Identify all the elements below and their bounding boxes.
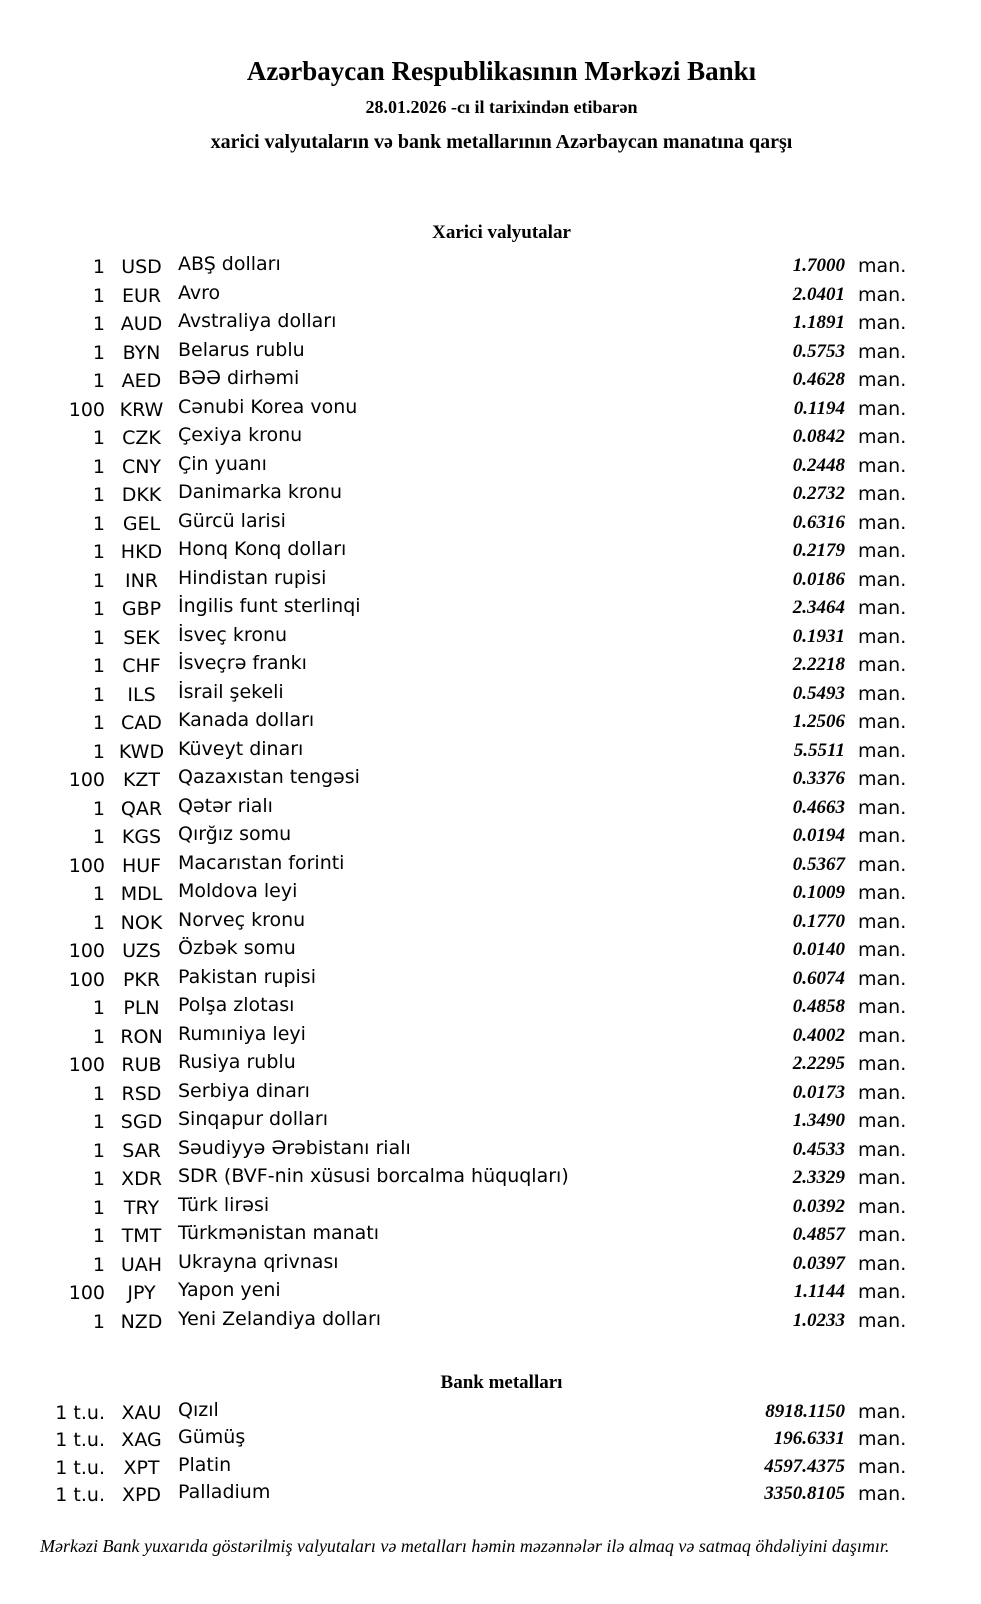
quantity: 1 [92, 1168, 105, 1191]
unit-label: man. [858, 1428, 907, 1451]
metals-section-title: Bank metalları [440, 1372, 563, 1393]
rate-value: 0.0842 [792, 426, 845, 448]
currency-name: İngilis funt sterlinqi [178, 595, 361, 618]
rate-value: 0.1770 [792, 910, 845, 932]
currency-name: Belarus rublu [178, 338, 305, 361]
currency-code: UAH [120, 1253, 163, 1276]
quantity: 1 [92, 1111, 105, 1134]
unit-label: man. [858, 255, 907, 278]
rate-row [0, 1398, 913, 1426]
quantity: 100 [68, 940, 105, 963]
unit-label: man. [858, 1224, 907, 1247]
currency-code: AED [121, 370, 162, 393]
currency-name: İsveç kronu [178, 623, 288, 646]
rate-row [0, 1250, 913, 1279]
currency-code: CZK [122, 427, 161, 450]
unit-label: man. [858, 768, 907, 791]
bank-title: Azərbaycan Respublikasının Mərkəzi Bankı [246, 56, 757, 86]
currency-name: Serbiya dinarı [178, 1079, 310, 1102]
rate-value: 2.3464 [792, 597, 845, 619]
currency-name: Rumıniya leyi [178, 1022, 306, 1045]
currency-code: USD [121, 256, 162, 279]
rate-value: 0.4858 [792, 996, 845, 1018]
unit-label: man. [858, 1167, 907, 1190]
quantity: 1 [92, 1225, 105, 1248]
rate-row [0, 737, 913, 766]
quantity: 1 [92, 883, 105, 906]
quantity: 1 [92, 284, 105, 307]
rate-value: 0.0186 [792, 568, 845, 590]
quantity: 1 [92, 598, 105, 621]
currency-code: CNY [121, 455, 162, 478]
unit-label: man. [858, 654, 907, 677]
currency-name: Qətər rialı [178, 794, 273, 817]
rate-row [0, 908, 913, 937]
currency-code: NZD [120, 1310, 163, 1333]
quantity: 100 [68, 854, 105, 877]
quantity: 1 t.u. [55, 1484, 105, 1507]
unit-label: man. [858, 939, 907, 962]
quantity: 100 [68, 1054, 105, 1077]
rate-row [0, 395, 913, 424]
rate-value: 0.1194 [793, 397, 845, 419]
quantity: 100 [68, 968, 105, 991]
rate-row [0, 480, 913, 509]
currency-name: Ukrayna qrivnası [178, 1250, 339, 1273]
currency-name: Kanada dolları [178, 709, 315, 732]
unit-label: man. [858, 967, 907, 990]
currency-code: PLN [123, 997, 160, 1020]
currency-name: Qırğız somu [178, 823, 292, 846]
rate-row [0, 1136, 913, 1165]
currency-code: INR [124, 569, 159, 592]
quantity: 1 [92, 911, 105, 934]
rate-value: 0.4857 [792, 1224, 845, 1246]
rate-value: 0.2732 [792, 483, 845, 505]
quantity: 1 [92, 341, 105, 364]
unit-label: man. [858, 283, 907, 306]
unit-label: man. [858, 1281, 907, 1304]
currency-name: Yeni Zelandiya dolları [178, 1307, 382, 1330]
unit-label: man. [858, 882, 907, 905]
currency-code: EUR [121, 284, 162, 307]
currency-code: GEL [122, 512, 161, 535]
rate-value: 0.0392 [792, 1195, 845, 1217]
currency-code: NOK [120, 911, 163, 934]
rate-value: 8918.1150 [765, 1400, 845, 1422]
currency-name: Honq Konq dolları [178, 538, 347, 561]
rate-value: 0.6316 [792, 511, 845, 533]
rate-value: 0.4628 [792, 369, 845, 391]
rate-row [0, 851, 913, 880]
rate-row [0, 993, 913, 1022]
currency-name: Cənubi Korea vonu [178, 395, 358, 418]
currency-code: CAD [121, 712, 162, 735]
currency-name: İsrail şekeli [178, 680, 284, 703]
quantity: 100 [68, 398, 105, 421]
unit-label: man. [858, 312, 907, 335]
currency-code: KRW [119, 398, 164, 421]
unit-label: man. [858, 1400, 907, 1423]
currency-name: Çexiya kronu [178, 424, 303, 447]
currency-name: Yapon yeni [178, 1279, 281, 1302]
rate-row [0, 281, 913, 310]
currency-code: XPD [121, 1484, 162, 1507]
rate-row [0, 1278, 913, 1307]
rate-value: 3350.8105 [764, 1483, 845, 1505]
rate-row [0, 309, 913, 338]
quantity: 1 [92, 797, 105, 820]
unit-label: man. [858, 1138, 907, 1161]
unit-label: man. [858, 1081, 907, 1104]
rate-row [0, 1307, 913, 1336]
rate-value: 1.2506 [792, 711, 845, 733]
rate-value: 0.1009 [792, 882, 845, 904]
currency-code: HUF [121, 854, 162, 877]
metals-table [0, 1398, 913, 1508]
rate-row [0, 765, 913, 794]
unit-label: man. [858, 996, 907, 1019]
currency-code: RUB [121, 1054, 162, 1077]
rate-value: 0.0194 [792, 825, 845, 847]
rate-row [0, 1426, 913, 1454]
currency-name: Gürcü larisi [178, 509, 286, 532]
rate-row [0, 509, 913, 538]
rate-row [0, 936, 913, 965]
rate-value: 0.6074 [792, 967, 845, 989]
quantity: 1 t.u. [55, 1429, 105, 1452]
currency-name: Avro [178, 281, 221, 304]
rate-value: 0.3376 [792, 768, 845, 790]
rate-row [0, 537, 913, 566]
rate-value: 1.7000 [792, 255, 845, 277]
currency-name: Küveyt dinarı [178, 737, 304, 760]
currency-name: Türkmənistan manatı [178, 1222, 380, 1245]
currencies-table [0, 252, 913, 1335]
rate-row [0, 566, 913, 595]
currency-name: Palladium [178, 1481, 271, 1504]
unit-label: man. [858, 426, 907, 449]
currency-code: GBP [121, 598, 162, 621]
unit-label: man. [858, 910, 907, 933]
rate-row [0, 708, 913, 737]
quantity: 1 [92, 455, 105, 478]
currency-name: Polşa zlotası [178, 994, 295, 1017]
currency-code: DKK [121, 484, 162, 507]
rate-value: 1.1144 [793, 1281, 845, 1303]
currency-code: KZT [122, 769, 161, 792]
unit-label: man. [858, 1195, 907, 1218]
unit-label: man. [858, 796, 907, 819]
rate-value: 2.2295 [792, 1053, 845, 1075]
rate-value: 0.4002 [792, 1024, 845, 1046]
currency-code: KGS [121, 826, 162, 849]
rate-value: 1.1891 [792, 312, 845, 334]
quantity: 1 [92, 427, 105, 450]
quantity: 1 [92, 712, 105, 735]
currency-code: MDL [120, 883, 163, 906]
rate-value: 0.0173 [792, 1081, 845, 1103]
unit-label: man. [858, 397, 907, 420]
unit-label: man. [858, 739, 907, 762]
quantity: 1 [92, 626, 105, 649]
quantity: 1 [92, 1310, 105, 1333]
rate-value: 2.3329 [792, 1167, 845, 1189]
rate-value: 0.1931 [792, 625, 845, 647]
rate-row [0, 651, 913, 680]
quantity: 1 [92, 740, 105, 763]
quantity: 1 [92, 512, 105, 535]
currency-code: BYN [122, 341, 161, 364]
unit-label: man. [858, 1024, 907, 1047]
currency-name: Qazaxıstan tengəsi [178, 766, 360, 789]
unit-label: man. [858, 1053, 907, 1076]
rate-row [0, 252, 913, 281]
currency-name: Norveç kronu [178, 908, 306, 931]
currency-name: Səudiyyə Ərəbistanı rialı [178, 1136, 411, 1159]
unit-label: man. [858, 568, 907, 591]
currency-code: XDR [121, 1168, 162, 1191]
currency-name: Türk lirəsi [178, 1193, 270, 1216]
rate-value: 0.0140 [792, 939, 845, 961]
rate-value: 2.2218 [792, 654, 845, 676]
currency-name: Qızıl [178, 1398, 219, 1421]
currency-code: TMT [121, 1225, 162, 1248]
unit-label: man. [858, 483, 907, 506]
currency-name: Danimarka kronu [178, 481, 343, 504]
currency-code: RSD [121, 1082, 162, 1105]
currency-name: BƏƏ dirhəmi [178, 367, 300, 390]
unit-label: man. [858, 340, 907, 363]
unit-label: man. [858, 825, 907, 848]
rate-row [0, 1022, 913, 1051]
currency-code: SGD [120, 1111, 163, 1134]
currency-name: SDR (BVF-nin xüsusi borcalma hüquqları) [178, 1165, 569, 1188]
unit-label: man. [858, 540, 907, 563]
currency-name: İsveçrə frankı [178, 652, 307, 675]
quantity: 1 [92, 1139, 105, 1162]
rate-value: 1.0233 [792, 1309, 845, 1331]
quantity: 1 [92, 1196, 105, 1219]
rate-row [0, 1453, 913, 1481]
currency-name: Macarıstan forinti [178, 851, 345, 874]
rate-row [0, 822, 913, 851]
rate-value: 0.2179 [792, 540, 845, 562]
rate-value: 1.3490 [792, 1110, 845, 1132]
currency-code: CHF [122, 655, 161, 678]
quantity: 1 [92, 541, 105, 564]
quantity: 1 [92, 313, 105, 336]
currency-name: Hindistan rupisi [178, 566, 327, 589]
rate-value: 0.2448 [792, 454, 845, 476]
rate-row [0, 1193, 913, 1222]
unit-label: man. [858, 1455, 907, 1478]
quantity: 1 t.u. [55, 1401, 105, 1424]
rate-row [0, 1107, 913, 1136]
rate-row [0, 1050, 913, 1079]
rate-value: 0.4533 [792, 1138, 845, 1160]
currency-code: SEK [123, 626, 160, 649]
quantity: 1 [92, 370, 105, 393]
rate-row [0, 366, 913, 395]
quantity: 1 [92, 683, 105, 706]
currency-code: AUD [120, 313, 163, 336]
currency-name: Gümüş [178, 1426, 246, 1449]
quantity: 1 [92, 655, 105, 678]
currency-name: Moldova leyi [178, 880, 298, 903]
currency-code: SAR [122, 1139, 161, 1162]
rate-value: 0.4663 [792, 796, 845, 818]
rate-row [0, 338, 913, 367]
rate-row [0, 1079, 913, 1108]
quantity: 1 [92, 569, 105, 592]
page-subtitle: xarici valyutaların və bank metallarının Azərbaycan manatına qarşı [210, 131, 793, 153]
rate-row [0, 594, 913, 623]
unit-label: man. [858, 511, 907, 534]
rate-row [0, 680, 913, 709]
quantity: 1 [92, 484, 105, 507]
rate-row [0, 879, 913, 908]
currency-code: HKD [120, 541, 163, 564]
unit-label: man. [858, 1110, 907, 1133]
currencies-section-title: Xarici valyutalar [432, 222, 571, 243]
currency-name: ABŞ dolları [178, 253, 281, 276]
currency-code: UZS [122, 940, 161, 963]
rate-value: 5.5511 [793, 739, 845, 761]
currency-code: ILS [127, 683, 156, 706]
currency-name: Özbək somu [178, 937, 296, 960]
currency-code: PKR [122, 968, 161, 991]
rate-value: 0.5367 [792, 853, 845, 875]
quantity: 100 [68, 769, 105, 792]
quantity: 1 [92, 256, 105, 279]
effective-date: 28.01.2026 -cı il tarixindən etibarən [365, 97, 638, 117]
rate-row [0, 423, 913, 452]
rate-row [0, 794, 913, 823]
currency-name: Avstraliya dolları [178, 310, 337, 333]
unit-label: man. [858, 682, 907, 705]
rate-row [0, 1221, 913, 1250]
currency-name: Sinqapur dolları [178, 1108, 329, 1131]
quantity: 1 [92, 1253, 105, 1276]
rate-row [0, 965, 913, 994]
quantity: 1 [92, 826, 105, 849]
rate-row [0, 1481, 913, 1509]
currency-code: XAU [121, 1401, 162, 1424]
unit-label: man. [858, 1252, 907, 1275]
quantity: 1 [92, 1025, 105, 1048]
quantity: 1 t.u. [55, 1456, 105, 1479]
unit-label: man. [858, 454, 907, 477]
currency-code: XAG [121, 1429, 162, 1452]
currency-code: TRY [123, 1196, 160, 1219]
unit-label: man. [858, 853, 907, 876]
unit-label: man. [858, 1309, 907, 1332]
disclaimer-text: Mərkəzi Bank yuxarıda göstərilmiş valyutaları və metalları həmin məzənnələr ilə almaq və satmaq öhdəliyini daşımır. [40, 1536, 890, 1556]
quantity: 1 [92, 1082, 105, 1105]
quantity: 100 [68, 1282, 105, 1305]
rate-row [0, 1164, 913, 1193]
unit-label: man. [858, 597, 907, 620]
currency-name: Pakistan rupisi [178, 965, 316, 988]
rate-value: 196.6331 [773, 1428, 845, 1450]
currency-code: RON [120, 1025, 163, 1048]
rate-value: 0.0397 [792, 1252, 845, 1274]
currency-code: XPT [123, 1456, 160, 1479]
rate-value: 0.5493 [792, 682, 845, 704]
rate-value: 4597.4375 [764, 1455, 845, 1477]
currency-name: Çin yuanı [178, 452, 267, 475]
unit-label: man. [858, 711, 907, 734]
unit-label: man. [858, 625, 907, 648]
currency-name: Rusiya rublu [178, 1051, 296, 1074]
currency-code: KWD [118, 740, 165, 763]
currency-code: JPY [127, 1282, 156, 1305]
rate-row [0, 623, 913, 652]
unit-label: man. [858, 1483, 907, 1506]
currency-code: QAR [120, 797, 163, 820]
rate-value: 2.0401 [792, 283, 845, 305]
quantity: 1 [92, 997, 105, 1020]
rate-row [0, 452, 913, 481]
rate-value: 0.5753 [792, 340, 845, 362]
unit-label: man. [858, 369, 907, 392]
currency-name: Platin [178, 1453, 232, 1476]
